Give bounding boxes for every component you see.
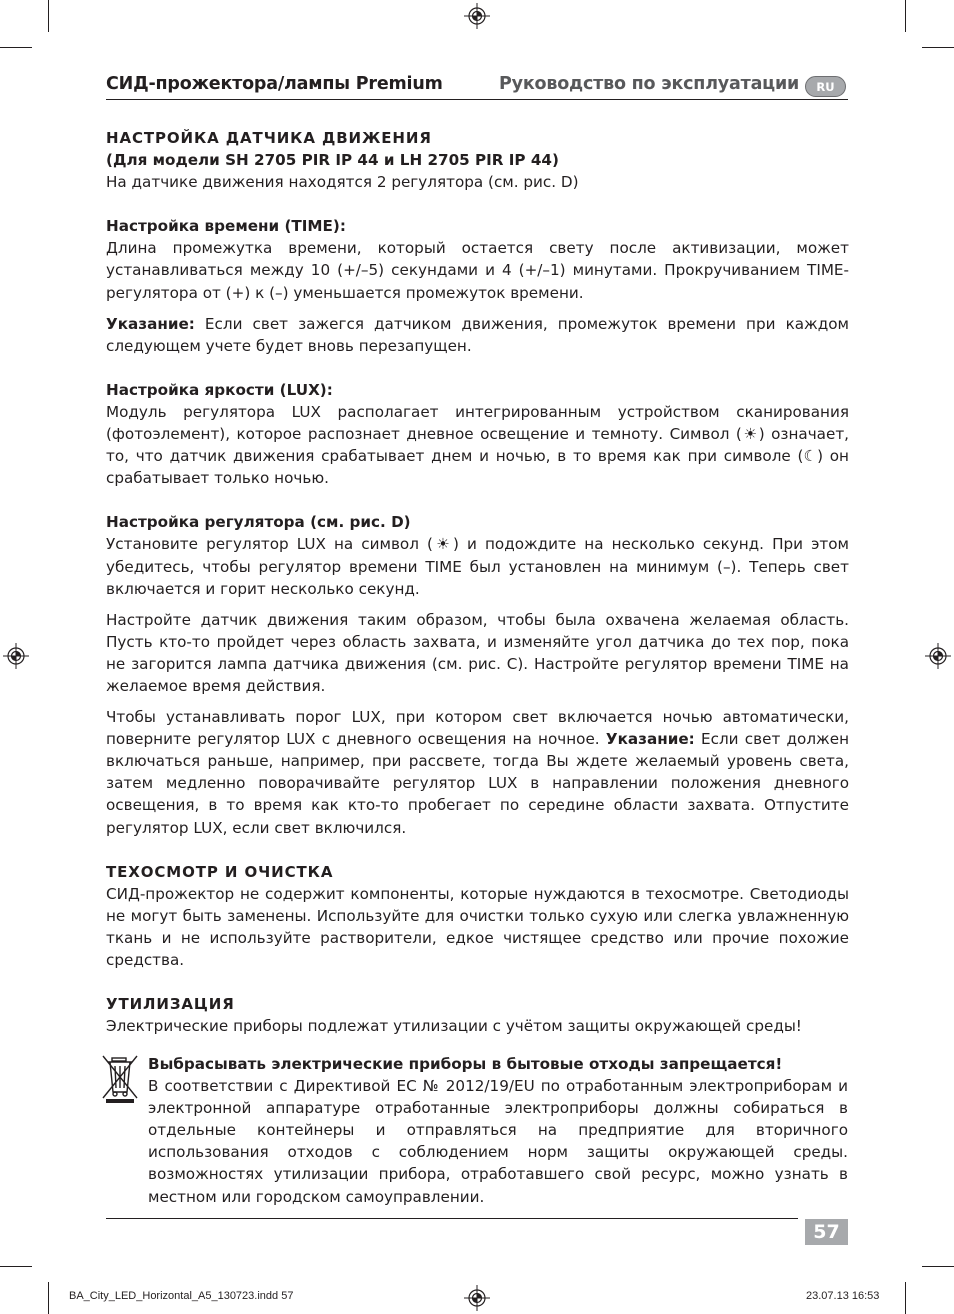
crop-mark bbox=[48, 0, 49, 32]
footer-divider bbox=[106, 1218, 798, 1219]
note-text: Если свет зажегся датчиком движения, промежуток времени при каждом следующем учете будет вновь перезапущен. bbox=[106, 314, 849, 355]
section-subheading-models: (Для модели SH 2705 PIR IP 44 и LH 2705 PIR IP 44) bbox=[106, 151, 559, 170]
paragraph-maintenance: СИД-прожектор не содержит компоненты, которые нуждаются в техосмотре. Светодиоды не могут быть заменены. Используйте для очистки только сухую или слегка увлажненную ткань и не используйте растворители, едкое чистящее средство или прочие похожие средства. bbox=[106, 884, 849, 969]
print-slug-date: 23.07.13 16:53 bbox=[806, 1290, 880, 1302]
subheading-time: Настройка времени (TIME): bbox=[106, 217, 346, 236]
regulator-3-part-a: Чтобы устанавливать порог LUX, при котором свет включается ночью автоматически, поверните регулятор LUX с дневного освещения на ночное. bbox=[106, 708, 849, 749]
section-heading-motion-sensor: НАСТРОЙКА ДАТЧИКА ДВИЖЕНИЯ bbox=[106, 129, 432, 147]
paragraph-time: Длина промежутка времени, который остается свету после активизации, может устанавливаться между 10 (+/–5) секундами и 4 (+/–1) минутами. Прокручиванием TIME-регулятора от (+) к (–) уменьшается промежуток времени. bbox=[106, 239, 849, 302]
crop-mark bbox=[0, 47, 32, 48]
regulator-3-note-label: Указание: bbox=[605, 730, 695, 749]
disposal-warning bbox=[148, 1053, 848, 1208]
crop-mark bbox=[922, 47, 954, 48]
paragraph-note bbox=[106, 313, 849, 357]
registration-mark-icon bbox=[925, 643, 951, 669]
subheading-lux: Настройка яркости (LUX): bbox=[106, 380, 333, 399]
print-slug-file: BA_City_LED_Horizontal_A5_130723.indd 57 bbox=[69, 1290, 294, 1302]
crop-mark bbox=[0, 1266, 32, 1267]
language-badge bbox=[805, 76, 846, 97]
main-content bbox=[106, 127, 849, 1037]
paragraph-regulator-2: Настройте датчик движения таким образом, чтобы была охвачена желаемая область. Пусть кто-то пройдет через область захвата, и изменяйте угол датчика до тех пор, пока не загорится лампа датчика движения (см. рис. С). Настройте регулятор времени TIME на желаемое время действия. bbox=[106, 610, 849, 695]
section-heading-disposal: УТИЛИЗАЦИЯ bbox=[106, 995, 235, 1014]
header-divider bbox=[106, 99, 848, 100]
disposal-warning-text: В соответствии с Директивой ЕС № 2012/19/EU по отработанным электроприборам и электронной аппаратуре отработанные электроприборы должны собираться в отдельные контейнеры и отправляться на предприятие для вторичного использования отходов с соблюдением норм защиты окружающей среды. возможностях утилизации прибора, отработавшего свой ресурс, можно узнать в местном или городском самоуправлении. bbox=[148, 1077, 848, 1206]
language-badge-label: RU bbox=[816, 79, 835, 94]
paragraph-lux: Модуль регулятора LUX располагает интегрированным устройством сканирования (фотоэлемент), которое распознает дневное освещение и темноту. Символ (☀) означает, то, что датчик движения срабатывает днем и ночью, в то время как при символе (☾) он срабатывает только ночью. bbox=[106, 402, 849, 488]
crop-mark bbox=[48, 1282, 49, 1314]
crossed-out-wheelie-bin-icon bbox=[100, 1054, 140, 1104]
section-heading-maintenance: ТЕХОСМОТР И ОЧИСТКА bbox=[106, 862, 334, 881]
paragraph-intro: На датчике движения находятся 2 регулятора (см. рис. D) bbox=[106, 173, 579, 192]
registration-mark-icon bbox=[464, 3, 490, 29]
page-number: 57 bbox=[805, 1219, 848, 1245]
header-manual-title: Руководство по эксплуатации bbox=[499, 74, 800, 94]
header-product-title: СИД-прожектора/лампы Premium bbox=[106, 74, 443, 94]
crop-mark bbox=[905, 1282, 906, 1314]
paragraph-disposal: Электрические приборы подлежат утилизации с учётом защиты окружающей среды! bbox=[106, 1017, 802, 1036]
registration-mark-icon bbox=[464, 1285, 490, 1311]
regulator-3-part-b: Если свет должен включаться раньше, например, при рассвете, тогда Вы ждете желаемый уровень света, затем медленно поворачивайте регулятор LUX в направлении положения дневного освещения, в то время как кто-то пробегает по середине области захвата. Отпустите регулятор LUX, если свет включился. bbox=[106, 730, 849, 837]
subheading-regulator: Настройка регулятора (см. рис. D) bbox=[106, 513, 411, 532]
note-label: Указание: bbox=[106, 314, 195, 333]
disposal-warning-title: Выбрасывать электрические приборы в бытовые отходы запрещается! bbox=[148, 1055, 783, 1073]
crop-mark bbox=[922, 1266, 954, 1267]
crop-mark bbox=[905, 0, 906, 32]
registration-mark-icon bbox=[3, 643, 29, 669]
paragraph-regulator-1: Установите регулятор LUX на символ (☀) и подождите на несколько секунд. При этом убедитесь, чтобы регулятор времени TIME был установлен на минимум (–). Теперь свет включается и горит несколько секунд. bbox=[106, 535, 849, 598]
paragraph-regulator-3 bbox=[106, 706, 849, 839]
